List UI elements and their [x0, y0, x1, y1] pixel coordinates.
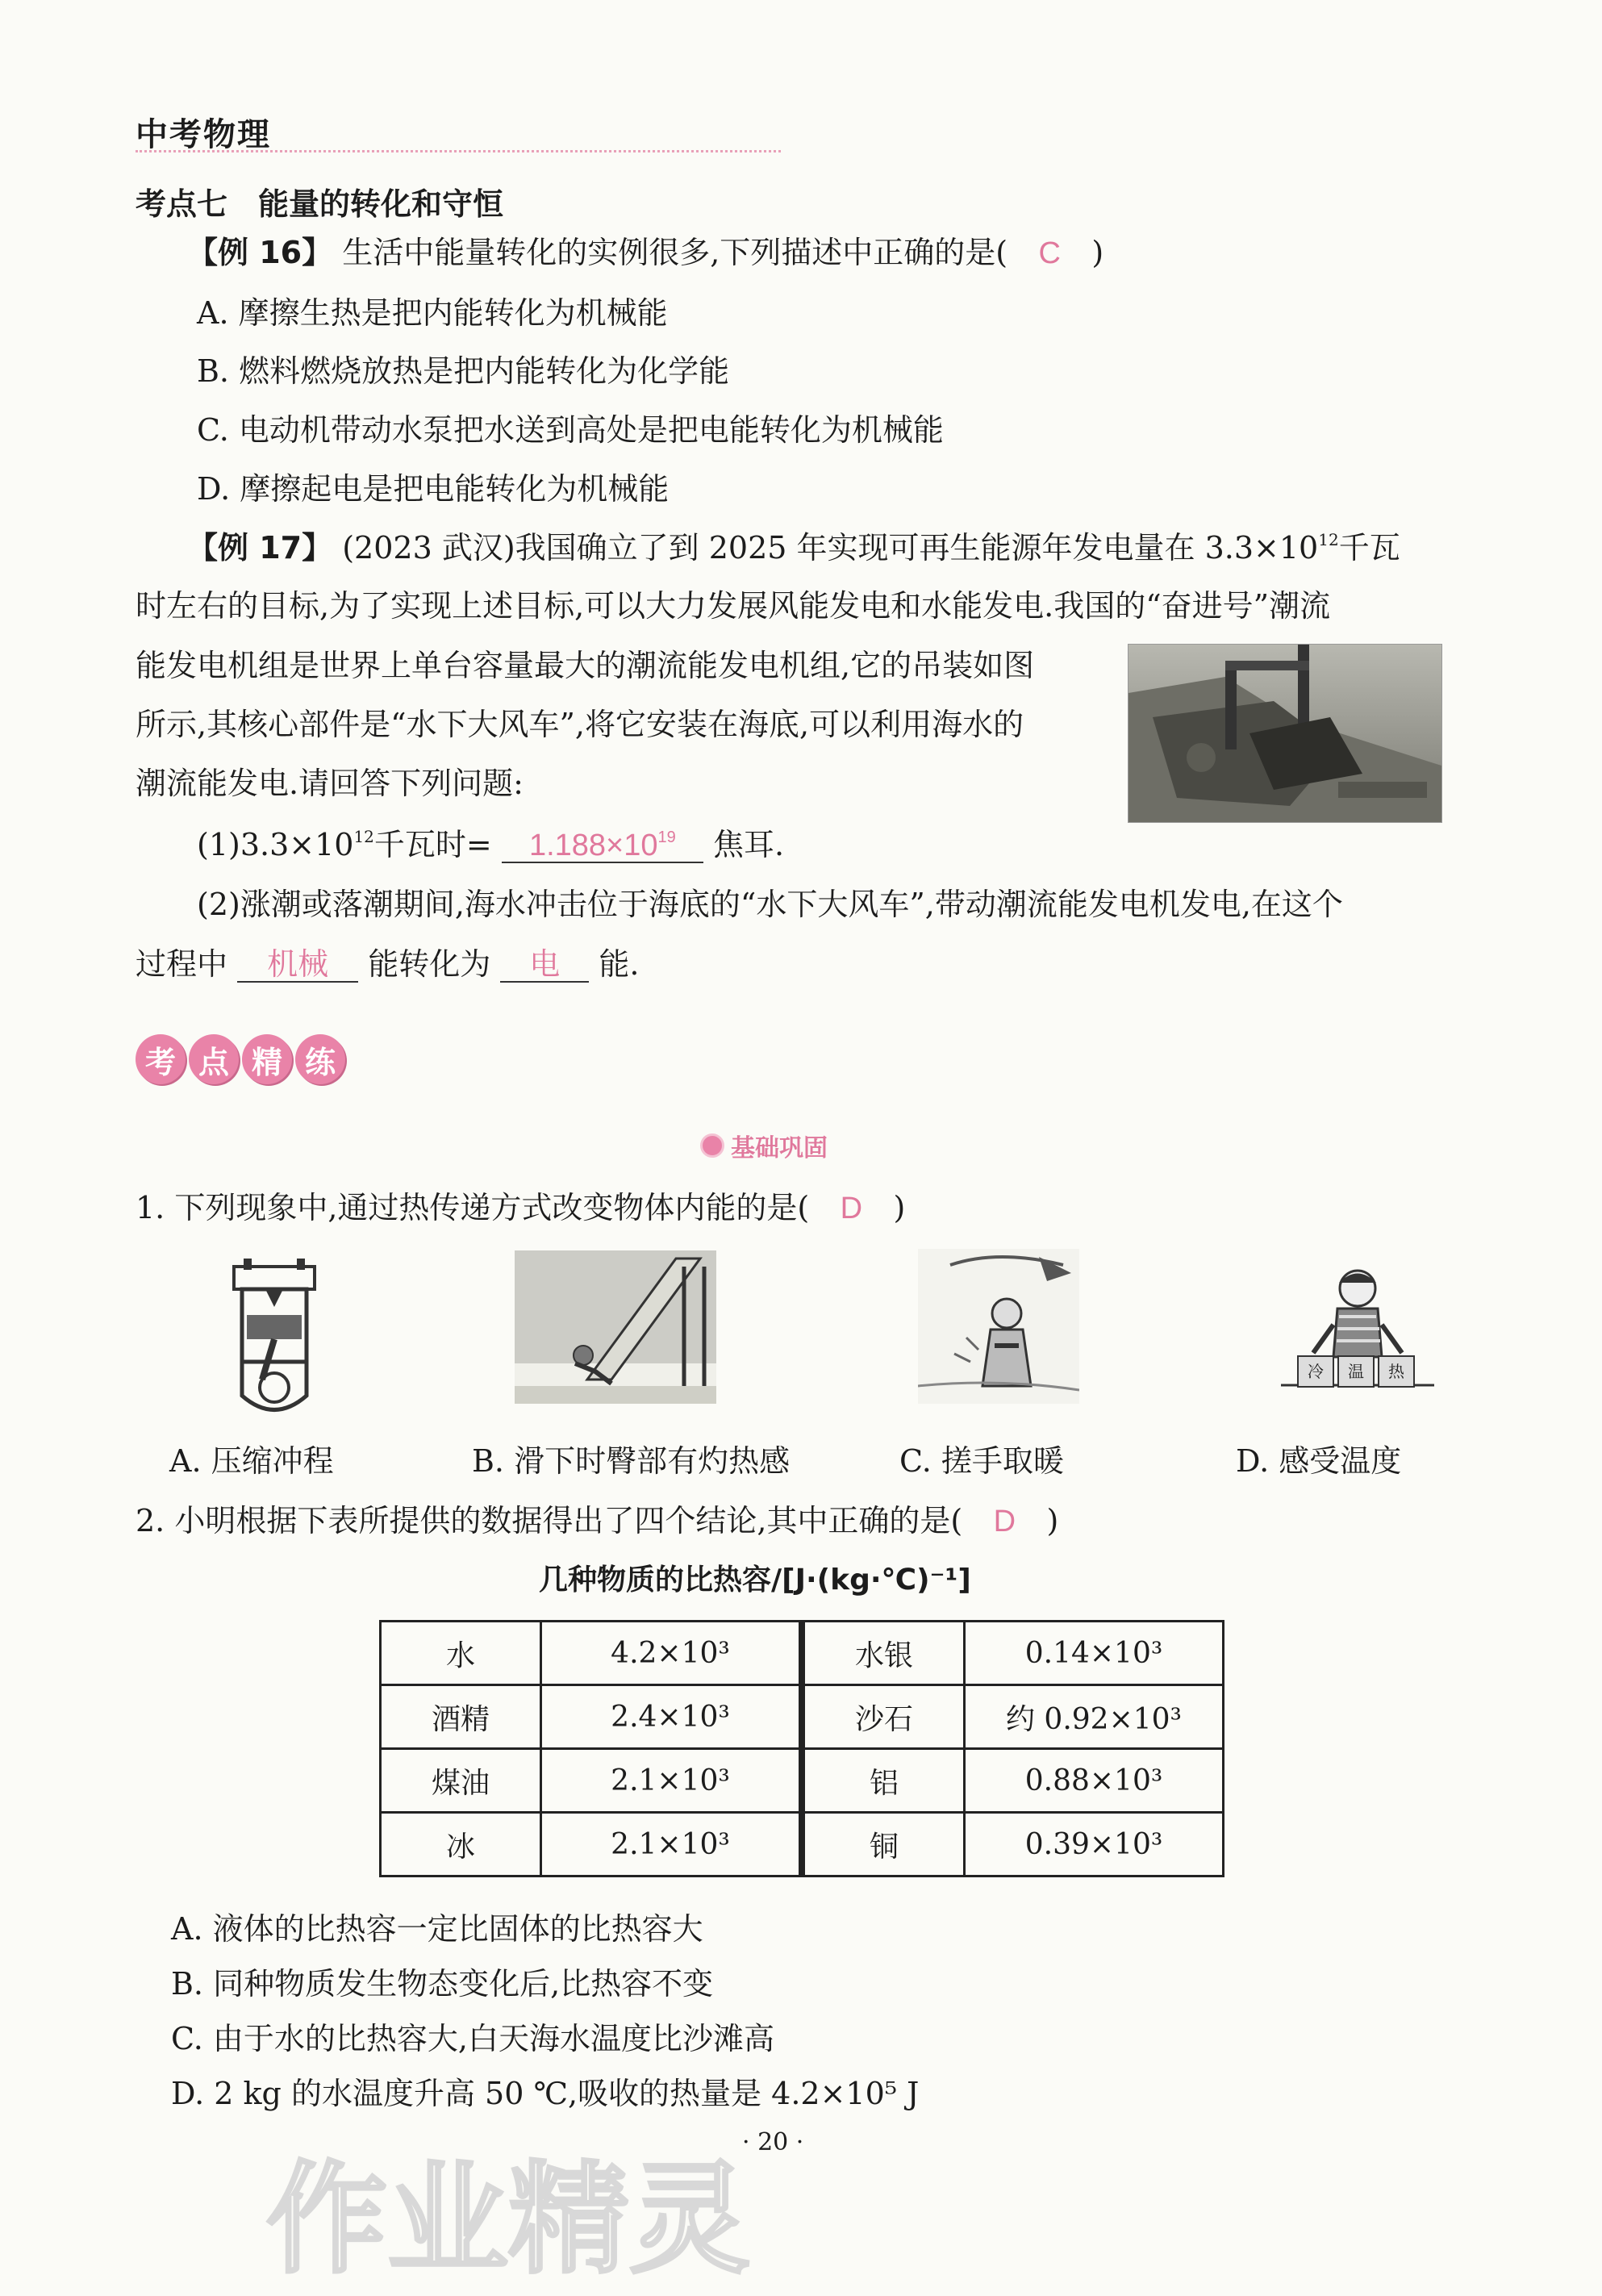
q1-caption-d: D. 感受温度 — [1236, 1443, 1402, 1479]
table-row — [381, 1813, 1224, 1876]
table-row — [381, 1622, 1224, 1685]
bucket-warm: 温 — [1337, 1355, 1375, 1388]
practice-badge-char: 点 — [189, 1034, 239, 1084]
example17-line1-text: (2023 武汉)我国确立了到 2025 年实现可再生能源年发电量在 3.3×10 — [342, 530, 1319, 566]
engine-compression-picture — [226, 1259, 323, 1423]
q1-answer: D — [840, 1192, 863, 1225]
example17-q1-unit: 千瓦时= — [373, 827, 492, 862]
q1-caption-a: A. 压缩冲程 — [169, 1443, 334, 1479]
bucket-hot: 热 — [1378, 1355, 1415, 1388]
table-cell: 铜 — [802, 1813, 965, 1876]
table-title: 几种物质的比热容/[J·(kg·℃)⁻¹] — [539, 1563, 971, 1597]
example17-q2-middle: 能转化为 — [368, 946, 491, 982]
example17-q2-line1: (2)涨潮或落潮期间,海水冲击位于海底的“水下大风车”,带动潮流能发电机发电,在这个 — [197, 887, 1343, 922]
example17-q1 — [197, 826, 784, 863]
example16-close: ) — [1091, 235, 1104, 270]
table-cell: 4.2×10³ — [541, 1622, 803, 1685]
q1-stem-text: 1. 下列现象中,通过热传递方式改变物体内能的是( — [136, 1190, 810, 1225]
example16-option-d: D. 摩擦起电是把电能转化为机械能 — [197, 471, 670, 507]
practice-badge-char: 精 — [242, 1034, 292, 1084]
practice-subhead-text: 基础巩固 — [731, 1134, 828, 1163]
header-title: 中考物理 — [136, 116, 271, 153]
slide-picture — [515, 1250, 716, 1407]
example17-line3: 能发电机组是世界上单台容量最大的潮流能发电机组,它的吊装如图 — [136, 648, 1035, 683]
example17-q2-prefix: 过程中 — [136, 946, 228, 982]
bucket-cold: 冷 — [1297, 1355, 1334, 1388]
example17-line1-unit: 千瓦 — [1338, 530, 1400, 566]
table-cell: 水银 — [802, 1622, 965, 1685]
q2-option-d: D. 2 kg 的水温度升高 50 ℃,吸收的热量是 4.2×10⁵ J — [171, 2076, 920, 2111]
table-cell: 2.1×10³ — [541, 1813, 803, 1876]
q1-close: ) — [893, 1190, 906, 1225]
table-cell: 0.39×10³ — [965, 1813, 1224, 1876]
tidal-generator-photo — [1128, 644, 1442, 823]
q2-close: ) — [1046, 1503, 1059, 1538]
q1-caption-c: C. 搓手取暖 — [899, 1443, 1064, 1479]
bucket-row — [1297, 1355, 1415, 1388]
practice-badge — [136, 1034, 345, 1084]
q1-stem — [136, 1189, 905, 1227]
table-cell: 冰 — [381, 1813, 541, 1876]
example17-q1-answer-base: 1.188×10 — [528, 829, 658, 862]
q2-stem-text: 2. 小明根据下表所提供的数据得出了四个结论,其中正确的是( — [136, 1503, 963, 1538]
q2-option-b: B. 同种物质发生物态变化后,比热容不变 — [171, 1966, 714, 2002]
example17-q2-line2 — [136, 946, 640, 983]
example17-line5: 潮流能发电.请回答下列问题: — [136, 766, 524, 801]
example17-line1-exponent: 12 — [1318, 530, 1339, 549]
specific-heat-table — [379, 1620, 1224, 1877]
q2-answer: D — [993, 1505, 1016, 1538]
table-cell: 煤油 — [381, 1749, 541, 1813]
section-title: 考点七 能量的转化和守恒 — [136, 186, 504, 222]
q1-caption-b: B. 滑下时臀部有灼热感 — [472, 1443, 791, 1479]
example16-question — [187, 234, 1103, 272]
example17-q2-suffix: 能. — [599, 946, 640, 982]
example17-line2: 时左右的目标,为了实现上述目标,可以大力发展风能发电和水能发电.我国的“奋进号”潮流 — [136, 588, 1331, 624]
example16-option-b: B. 燃料燃烧放热是把内能转化为化学能 — [197, 353, 730, 389]
example16-option-a: A. 摩擦生热是把内能转化为机械能 — [197, 295, 668, 331]
table-cell: 0.88×10³ — [965, 1749, 1224, 1813]
example17-q1-prefix: (1)3.3×10 — [197, 827, 354, 862]
table-cell: 2.1×10³ — [541, 1749, 803, 1813]
page-number: · 20 · — [742, 2128, 804, 2156]
example16-label: 【例 16】 — [187, 235, 333, 270]
header-divider — [136, 150, 781, 152]
table-cell: 铝 — [802, 1749, 965, 1813]
example17-label: 【例 17】 — [187, 530, 333, 566]
bullet-icon — [700, 1133, 724, 1158]
example17-q2-answer2: 电 — [500, 949, 589, 983]
rubbing-hands-picture — [918, 1249, 1079, 1407]
practice-subhead — [700, 1128, 828, 1163]
example17-q1-answer — [502, 829, 703, 863]
example17-q1-answer-exponent: 19 — [657, 829, 676, 846]
watermark: 作业精灵 — [266, 2150, 751, 2290]
q2-option-c: C. 由于水的比热容大,白天海水温度比沙滩高 — [171, 2021, 774, 2056]
table-cell: 酒精 — [381, 1685, 541, 1749]
practice-badge-char: 考 — [136, 1034, 186, 1084]
table-row — [381, 1685, 1224, 1749]
q2-stem — [136, 1502, 1058, 1540]
practice-badge-char: 练 — [295, 1034, 345, 1084]
table-cell: 水 — [381, 1622, 541, 1685]
feeling-temperature-picture — [1281, 1260, 1434, 1401]
table-cell: 0.14×10³ — [965, 1622, 1224, 1685]
example16-option-c: C. 电动机带动水泵把水送到高处是把电能转化为机械能 — [197, 412, 944, 448]
table-cell: 2.4×10³ — [541, 1685, 803, 1749]
example16-answer: C — [1038, 236, 1061, 270]
example17-line4: 所示,其核心部件是“水下大风车”,将它安装在海底,可以利用海水的 — [136, 707, 1024, 742]
q2-option-a: A. 液体的比热容一定比固体的比热容大 — [171, 1911, 703, 1947]
example17-line1 — [187, 529, 1400, 566]
table-cell: 约 0.92×10³ — [965, 1685, 1224, 1749]
table-cell: 沙石 — [802, 1685, 965, 1749]
example17-q2-answer1: 机械 — [237, 949, 358, 983]
example17-q1-suffix: 焦耳. — [712, 827, 785, 862]
table-row — [381, 1749, 1224, 1813]
example16-stem: 生活中能量转化的实例很多,下列描述中正确的是( — [342, 235, 1008, 270]
example17-q1-exponent: 12 — [353, 827, 374, 846]
